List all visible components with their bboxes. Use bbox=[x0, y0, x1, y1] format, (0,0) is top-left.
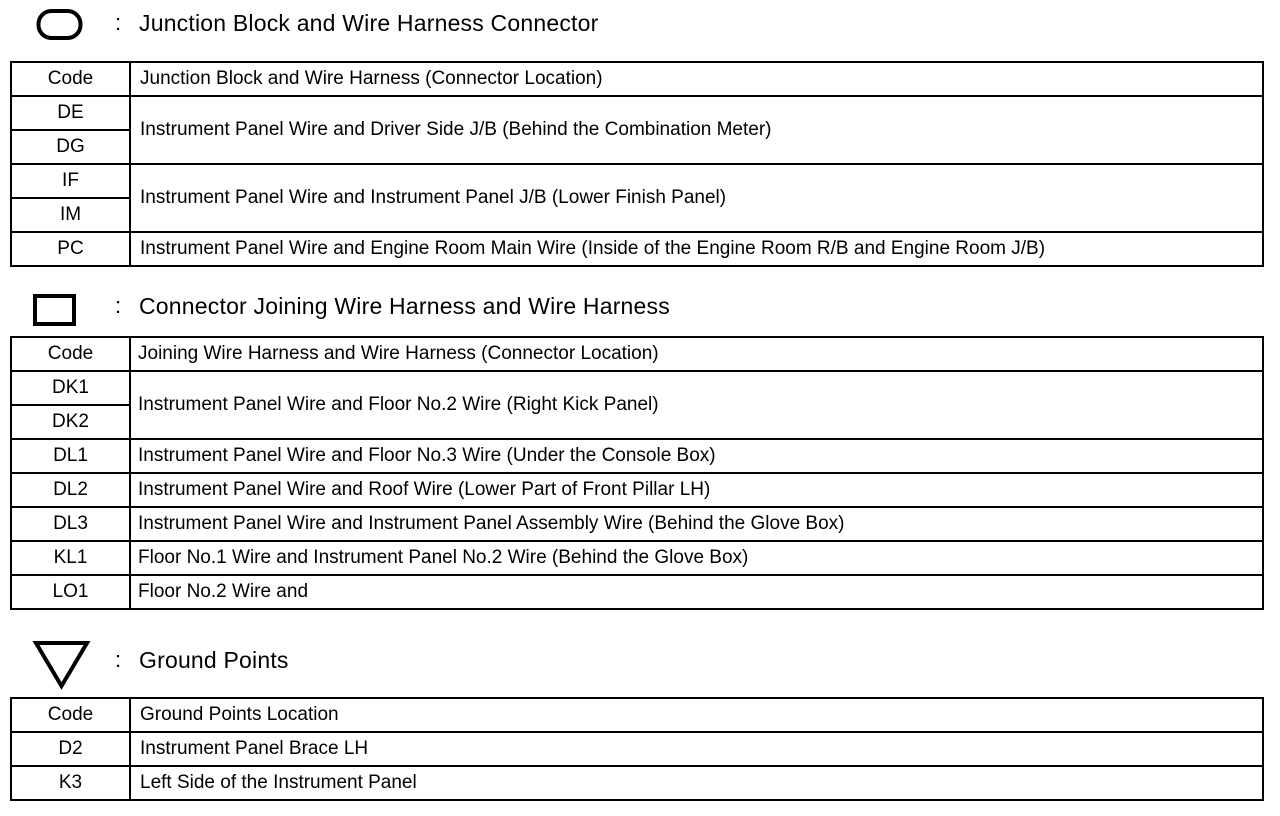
code-cell: DL2 bbox=[11, 473, 130, 507]
header-description: Ground Points Location bbox=[130, 698, 1263, 732]
header-description: Joining Wire Harness and Wire Harness (Connector Location) bbox=[130, 337, 1263, 371]
table-row bbox=[11, 541, 1263, 575]
table-row bbox=[11, 439, 1263, 473]
code-cell: DL1 bbox=[11, 439, 130, 473]
code-cell: K3 bbox=[11, 766, 130, 800]
junction-block-table bbox=[10, 61, 1264, 267]
section-title: Ground Points bbox=[139, 647, 289, 673]
description-cell: Instrument Panel Wire and Instrument Panel J/B (Lower Finish Panel) bbox=[130, 164, 1263, 232]
section-colon: : bbox=[115, 647, 122, 672]
code-cell: DE bbox=[11, 96, 130, 130]
section-connector-joining-header bbox=[0, 284, 1280, 328]
section-colon: : bbox=[115, 10, 122, 35]
description-cell: Instrument Panel Wire and Floor No.2 Wire (Right Kick Panel) bbox=[130, 371, 1263, 439]
section-title: Connector Joining Wire Harness and Wire Harness bbox=[139, 293, 670, 319]
code-cell: LO1 bbox=[11, 575, 130, 609]
code-cell: DK2 bbox=[11, 405, 130, 439]
header-description: Junction Block and Wire Harness (Connector Location) bbox=[130, 62, 1263, 96]
table-header-row bbox=[11, 698, 1263, 732]
code-cell: KL1 bbox=[11, 541, 130, 575]
description-cell: Left Side of the Instrument Panel bbox=[130, 766, 1263, 800]
table-row bbox=[11, 732, 1263, 766]
header-code: Code bbox=[11, 62, 130, 96]
code-cell: IF bbox=[11, 164, 130, 198]
description-cell: Instrument Panel Wire and Instrument Panel Assembly Wire (Behind the Glove Box) bbox=[130, 507, 1263, 541]
code-cell: PC bbox=[11, 232, 130, 266]
ground-points-table bbox=[10, 697, 1264, 801]
header-code: Code bbox=[11, 698, 130, 732]
section-title: Junction Block and Wire Harness Connector bbox=[139, 10, 599, 36]
table-row bbox=[11, 766, 1263, 800]
section-ground-points-header bbox=[0, 636, 1280, 680]
description-cell: Floor No.1 Wire and Instrument Panel No.2 Wire (Behind the Glove Box) bbox=[130, 541, 1263, 575]
description-cell: Instrument Panel Wire and Driver Side J/B (Behind the Combination Meter) bbox=[130, 96, 1263, 164]
description-cell: Instrument Panel Wire and Floor No.3 Wire (Under the Console Box) bbox=[130, 439, 1263, 473]
table-row bbox=[11, 96, 1263, 130]
code-cell: DK1 bbox=[11, 371, 130, 405]
code-cell: D2 bbox=[11, 732, 130, 766]
table-row bbox=[11, 473, 1263, 507]
code-cell: IM bbox=[11, 198, 130, 232]
description-cell: Instrument Panel Wire and Engine Room Main Wire (Inside of the Engine Room R/B and Engine Room J/B) bbox=[130, 232, 1263, 266]
connector-joining-table bbox=[10, 336, 1264, 610]
oval-symbol-icon bbox=[36, 8, 84, 42]
header-code: Code bbox=[11, 337, 130, 371]
table-header-row bbox=[11, 62, 1263, 96]
description-cell: Instrument Panel Wire and Roof Wire (Lower Part of Front Pillar LH) bbox=[130, 473, 1263, 507]
table-row bbox=[11, 575, 1263, 609]
table-row bbox=[11, 371, 1263, 405]
description-cell: Instrument Panel Brace LH bbox=[130, 732, 1263, 766]
section-colon: : bbox=[115, 293, 122, 318]
table-row bbox=[11, 232, 1263, 266]
code-cell: DG bbox=[11, 130, 130, 164]
table-row bbox=[11, 164, 1263, 198]
section-junction-block-header bbox=[0, 0, 1280, 44]
code-cell: DL3 bbox=[11, 507, 130, 541]
table-header-row bbox=[11, 337, 1263, 371]
rectangle-symbol-icon bbox=[32, 293, 78, 327]
triangle-symbol-icon bbox=[32, 638, 92, 692]
table-row bbox=[11, 507, 1263, 541]
description-cell: Floor No.2 Wire and bbox=[130, 575, 1263, 609]
